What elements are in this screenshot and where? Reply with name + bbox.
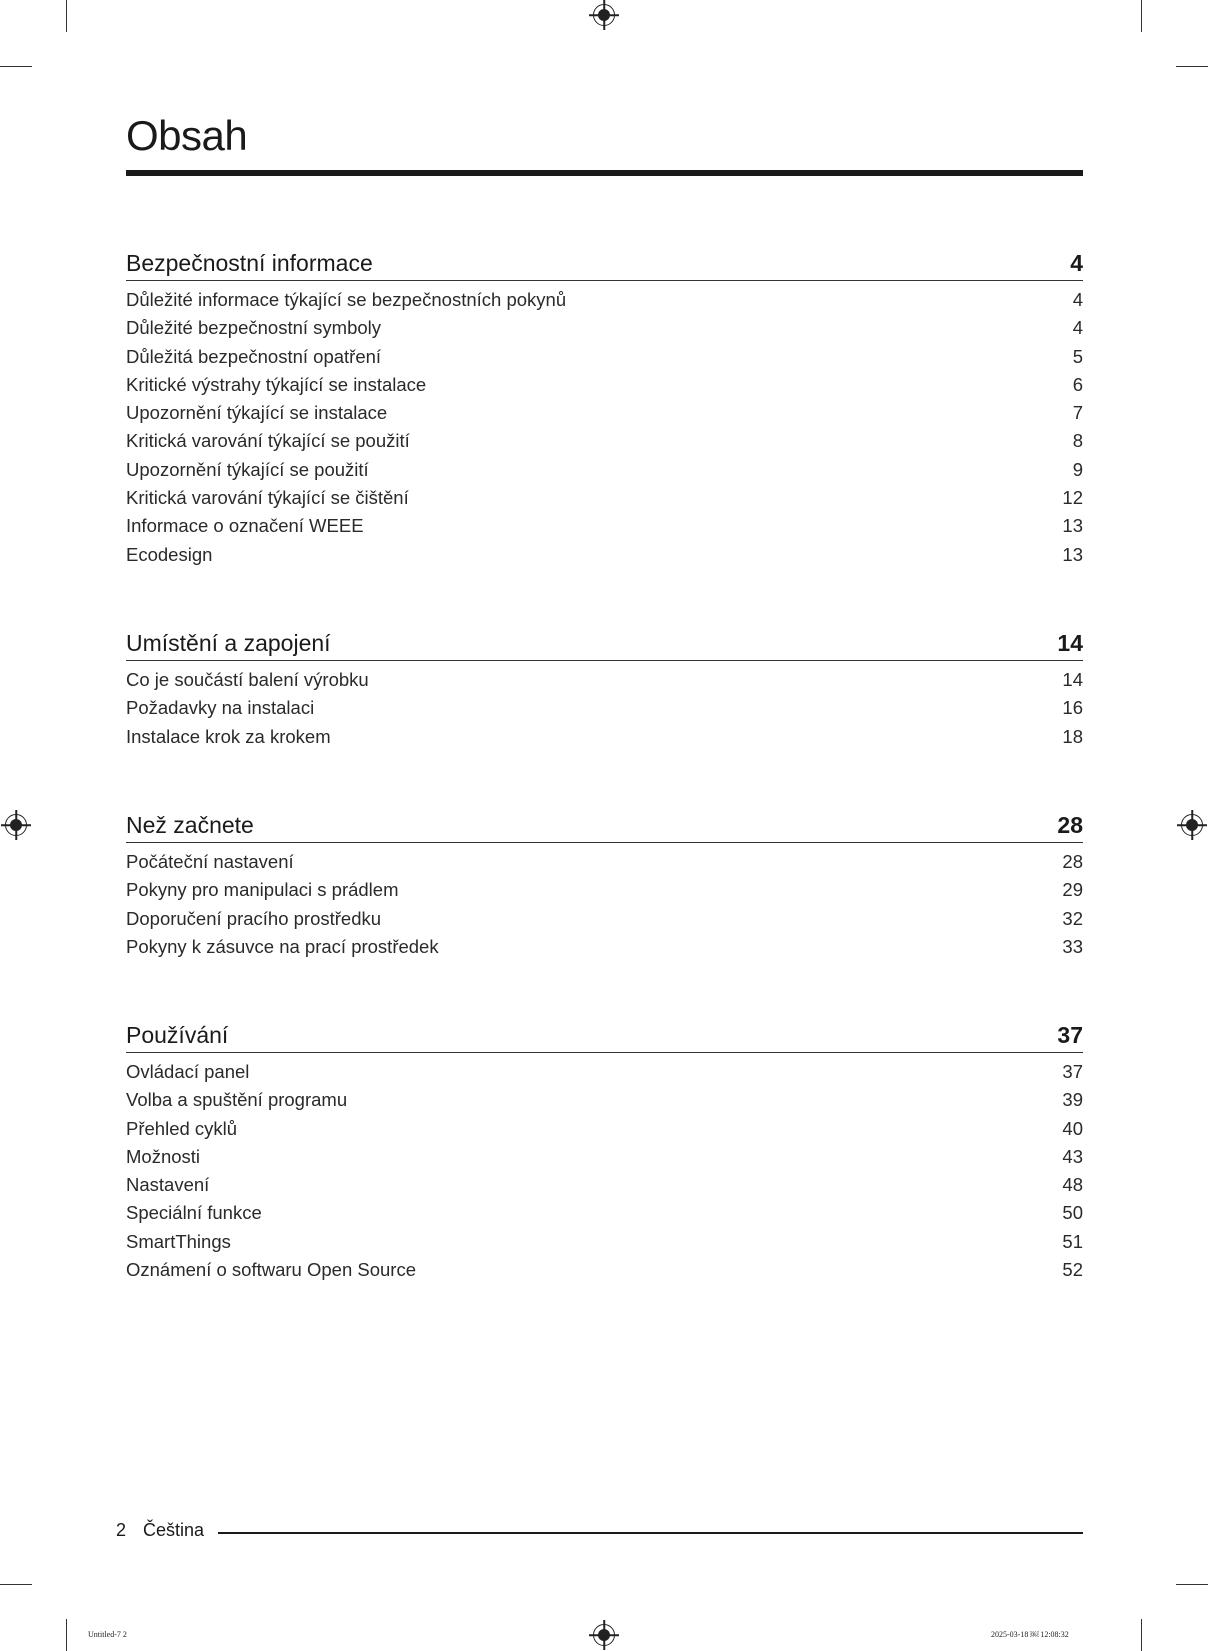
footer-page-number: 2 (116, 1520, 127, 1540)
entry-page: 4 (1072, 289, 1083, 310)
crop-mark (0, 1584, 32, 1585)
entry-label: Instalace krok za krokem (126, 725, 331, 747)
entry-page: 6 (1072, 373, 1083, 395)
crop-mark (1176, 1584, 1208, 1585)
entry-page: 13 (1062, 515, 1083, 537)
toc-section-heading[interactable] (126, 626, 1083, 661)
toc-entry[interactable] (126, 1058, 1083, 1086)
toc-entry[interactable] (126, 456, 1083, 484)
entry-page: 40 (1062, 1117, 1083, 1139)
page-title: Obsah (126, 112, 248, 159)
entry-page: 29 (1062, 879, 1083, 901)
registration-mark-icon (1181, 814, 1203, 836)
entry-label: Ecodesign (126, 543, 213, 565)
entry-label: Pokyny k zásuvce na prací prostředek (126, 935, 439, 957)
toc-entry[interactable] (126, 314, 1083, 342)
entry-label: Možnosti (126, 1145, 201, 1167)
crop-mark (0, 66, 32, 67)
entry-page: 39 (1062, 1089, 1083, 1111)
section-page-number: 4 (1070, 250, 1083, 276)
entry-page: 32 (1062, 907, 1083, 929)
toc-entry[interactable] (126, 876, 1083, 904)
crop-mark (66, 0, 67, 32)
entry-label: Ovládací panel (126, 1061, 250, 1082)
entry-page: 13 (1062, 543, 1083, 565)
section-title: Umístění a zapojení (126, 630, 331, 656)
entry-label: SmartThings (126, 1230, 231, 1252)
entry-page: 50 (1062, 1202, 1083, 1224)
entry-page: 28 (1062, 851, 1083, 872)
entry-page: 18 (1062, 725, 1083, 747)
entry-page: 52 (1062, 1259, 1083, 1281)
entry-page: 12 (1062, 487, 1083, 509)
toc-entry[interactable] (126, 1199, 1083, 1227)
toc-entry[interactable] (126, 1228, 1083, 1256)
entry-page: 7 (1072, 402, 1083, 424)
entry-label: Kritická varování týkající se čištění (126, 487, 409, 509)
toc-section-heading[interactable] (126, 808, 1083, 843)
toc-section-before-start (126, 808, 1083, 961)
crop-mark (1176, 66, 1208, 67)
section-page-number: 37 (1057, 1022, 1083, 1048)
toc-entry[interactable] (126, 1086, 1083, 1114)
toc-entry[interactable] (126, 1143, 1083, 1171)
crop-mark (66, 1619, 67, 1651)
toc-entry[interactable] (126, 848, 1083, 876)
entry-page: 37 (1062, 1061, 1083, 1082)
crop-mark (1141, 1619, 1142, 1651)
toc-entry[interactable] (126, 1256, 1083, 1284)
entry-page: 14 (1062, 669, 1083, 690)
toc-section-safety (126, 246, 1083, 569)
toc-entry[interactable] (126, 1171, 1083, 1199)
entry-label: Kritické výstrahy týkající se instalace (126, 373, 427, 395)
section-page-number: 14 (1057, 630, 1083, 656)
toc-entry[interactable] (126, 484, 1083, 512)
entry-label: Důležité bezpečnostní symboly (126, 317, 382, 339)
entry-label: Požadavky na instalaci (126, 697, 315, 719)
entry-label: Speciální funkce (126, 1202, 262, 1224)
registration-mark-icon (593, 4, 615, 26)
toc-entry[interactable] (126, 1115, 1083, 1143)
entry-page: 4 (1072, 317, 1083, 339)
toc-entry[interactable] (126, 905, 1083, 933)
toc-entry[interactable] (126, 723, 1083, 751)
section-title: Než začnete (126, 812, 254, 838)
entry-page: 48 (1062, 1174, 1083, 1196)
entry-label: Co je součástí balení výrobku (126, 669, 369, 690)
registration-mark-icon (5, 814, 27, 836)
crop-mark (1141, 0, 1142, 32)
entry-label: Volba a spuštění programu (126, 1089, 348, 1111)
toc-entry[interactable] (126, 666, 1083, 694)
toc-section-heading[interactable] (126, 1018, 1083, 1053)
entry-label: Upozornění týkající se instalace (126, 402, 388, 424)
entry-page: 43 (1062, 1145, 1083, 1167)
section-title: Používání (126, 1022, 229, 1048)
toc-entry[interactable] (126, 694, 1083, 722)
entry-label: Upozornění týkající se použití (126, 458, 369, 480)
toc-entry[interactable] (126, 512, 1083, 540)
entry-label: Počáteční nastavení (126, 851, 294, 872)
toc-section-installation (126, 626, 1083, 751)
entry-label: Nastavení (126, 1174, 210, 1196)
entry-label: Informace o označení WEEE (126, 515, 364, 537)
toc-entry[interactable] (126, 286, 1083, 314)
entry-page: 9 (1072, 458, 1083, 480)
toc-entry[interactable] (126, 541, 1083, 569)
toc-section-usage (126, 1018, 1083, 1284)
entry-label: Důležitá bezpečnostní opatření (126, 345, 382, 367)
toc-section-heading[interactable] (126, 246, 1083, 281)
entry-label: Pokyny pro manipulaci s prádlem (126, 879, 399, 901)
toc-entry[interactable] (126, 427, 1083, 455)
entry-label: Oznámení o softwaru Open Source (126, 1259, 416, 1281)
entry-page: 5 (1072, 345, 1083, 367)
toc-entry[interactable] (126, 371, 1083, 399)
entry-label: Kritická varování týkající se použití (126, 430, 410, 452)
toc-entry[interactable] (126, 343, 1083, 371)
entry-label: Přehled cyklů (126, 1117, 238, 1139)
section-page-number: 28 (1057, 812, 1083, 838)
toc-entry[interactable] (126, 399, 1083, 427)
entry-label: Doporučení pracího prostředku (126, 907, 382, 929)
print-slug-right: 2025-03-18 ￼ 12:08:32 (991, 1630, 1069, 1639)
footer-rule (218, 1532, 1083, 1534)
entry-label: Důležité informace týkající se bezpečnostních pokynů (126, 289, 567, 310)
entry-page: 33 (1062, 935, 1083, 957)
registration-mark-icon (593, 1624, 615, 1646)
section-title: Bezpečnostní informace (126, 250, 373, 276)
entry-page: 51 (1062, 1230, 1083, 1252)
title-rule (126, 170, 1083, 176)
entry-page: 8 (1072, 430, 1083, 452)
print-slug-left: Untitled-7 2 (88, 1630, 127, 1639)
footer-language: Čeština (143, 1520, 205, 1540)
entry-page: 16 (1062, 697, 1083, 719)
toc-entry[interactable] (126, 933, 1083, 961)
